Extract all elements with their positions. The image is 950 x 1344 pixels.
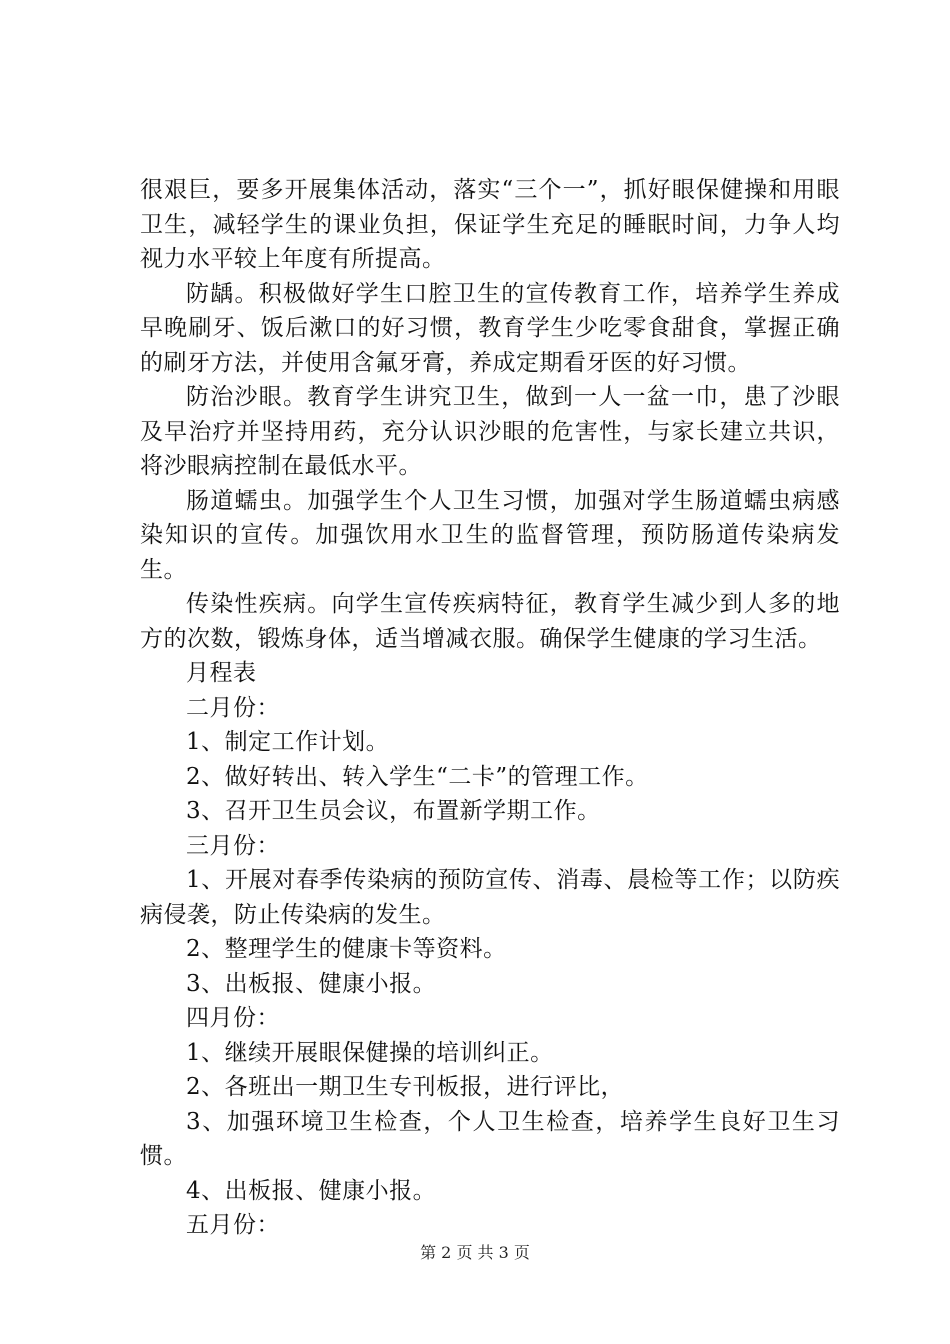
paragraph: 防龋。积极做好学生口腔卫生的宣传教育工作，培养学生养成早晚刷牙、饭后漱口的好习惯，教育学生少吃零食甜食，掌握正确的刷牙方法，并使用含氟牙膏，养成定期看牙医的好习惯。: [140, 280, 840, 376]
month-heading: 三月份：: [186, 832, 280, 859]
list-item: 4、出板报、健康小报。: [186, 1177, 437, 1204]
month-heading: 二月份：: [186, 694, 280, 721]
list-item: 1、开展对春季传染病的预防宣传、消毒、晨检等工作；以防疾病侵袭，防止传染病的发生。: [140, 867, 840, 928]
month-heading: 五月份：: [186, 1212, 280, 1238]
list-item: 2、整理学生的健康卡等资料。: [186, 936, 507, 962]
list-item: 3、出板报、健康小报。: [186, 970, 437, 997]
document-body: [140, 173, 840, 1243]
paragraph: 肠道蠕虫。加强学生个人卫生习惯，加强对学生肠道蠕虫病感染知识的宣传。加强饮用水卫生的监督管理，预防肠道传染病发生。: [140, 487, 840, 583]
paragraph: 防治沙眼。教育学生讲究卫生，做到一人一盆一巾，患了沙眼及早治疗并坚持用药，充分认识沙眼的危害性，与家长建立共识，将沙眼病控制在最低水平。: [140, 384, 840, 479]
paragraph: 传染性疾病。向学生宣传疾病特征，教育学生减少到人多的地方的次数，锻炼身体，适当增减衣服。确保学生健康的学习生活。: [140, 591, 840, 652]
section-heading: 月程表: [186, 660, 257, 686]
month-heading: 四月份：: [186, 1005, 280, 1031]
list-item: 1、制定工作计划。: [186, 729, 390, 755]
list-item: 2、各班出一期卫生专刊板报，进行评比，: [186, 1074, 625, 1100]
list-item: 3、召开卫生员会议，布置新学期工作。: [186, 798, 601, 824]
list-item: 3、加强环境卫生检查，个人卫生检查，培养学生良好卫生习惯。: [140, 1108, 840, 1169]
page-footer: 第 2 页 共 3 页: [420, 1243, 530, 1262]
paragraph: 很艰巨，要多开展集体活动，落实“三个一”，抓好眼保健操和用眼卫生，减轻学生的课业负担，保证学生充足的睡眠时间，力争人均视力水平较上年度有所提高。: [140, 177, 840, 272]
list-item: 2、做好转出、转入学生“二卡”的管理工作。: [186, 763, 649, 790]
list-item: 1、继续开展眼保健操的培训纠正。: [186, 1039, 554, 1066]
